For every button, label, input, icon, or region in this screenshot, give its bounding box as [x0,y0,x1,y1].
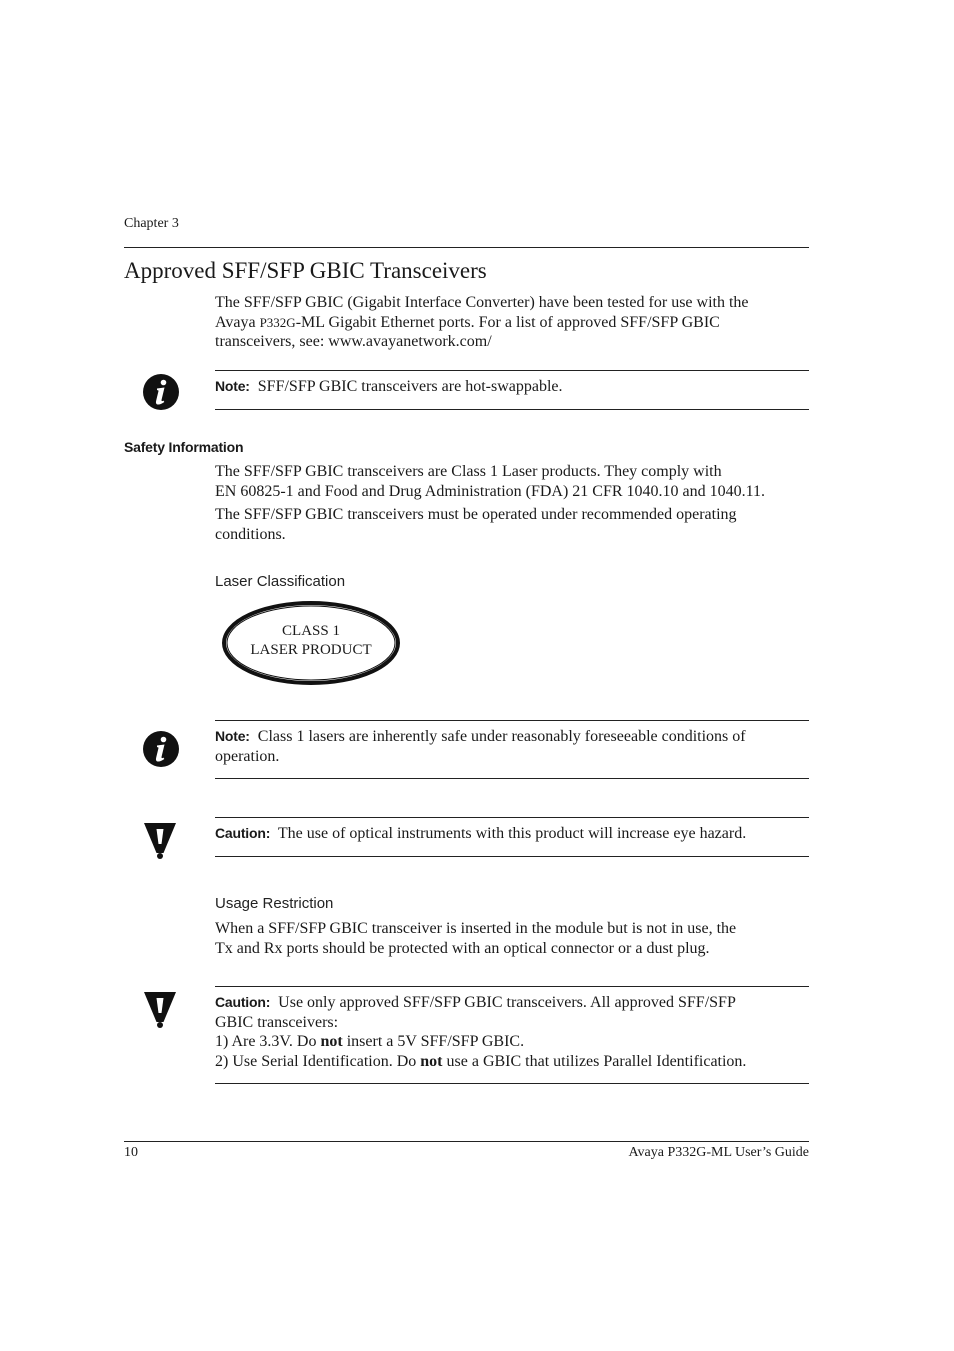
note-rule-bottom [215,409,809,410]
note-text: operation. [215,747,280,765]
emphasis: not [420,1052,443,1070]
caution-text: 1) Are 3.3V. Do [215,1033,321,1050]
intro-line: transceivers, see: www.avayanetwork.com/ [215,333,492,350]
usage-restriction-heading: Usage Restriction [215,895,334,912]
caution-optical-instruments [215,824,815,844]
note-hot-swappable [215,377,809,397]
intro-text: -ML Gigabit Ethernet ports. For a list of approved SFF/SFP GBIC [295,313,720,331]
caution-line [215,993,815,1013]
caution-item [215,1032,815,1052]
safety-heading: Safety Information [124,439,244,455]
laser-label-line: CLASS 1 [282,623,340,639]
laser-label-text [220,622,402,660]
caution-label: Caution: [215,994,271,1010]
section-title: Approved SFF/SFP GBIC Transceivers [124,258,487,283]
chapter-label: Chapter 3 [124,216,179,231]
safety-line: The SFF/SFP GBIC transceivers are Class 1 Laser products. They comply with [215,463,722,480]
header-rule [124,247,809,248]
note-label: Note: [215,728,250,744]
caution-text: insert a 5V SFF/SFP GBIC. [342,1033,525,1050]
note-rule-top [215,720,809,721]
usage-paragraph [215,919,815,958]
laser-label-line: LASER PRODUCT [250,642,372,658]
document-title: Avaya P332G-ML User’s Guide [628,1145,809,1160]
usage-line: When a SFF/SFP GBIC transceiver is inserted in the module but is not in use, the [215,920,737,937]
note-rule-top [215,370,809,371]
caution-text: GBIC transceivers: [215,1013,339,1031]
laser-classification-heading: Laser Classification [215,573,346,590]
caution-rule-top [215,986,809,987]
note-text: Class 1 lasers are inherently safe under reasonably foreseeable conditions of [257,728,746,745]
caution-rule-top [215,817,809,818]
emphasis: not [320,1033,343,1050]
note-label: Note: [215,378,250,394]
caution-approved-transceivers [215,993,815,1071]
intro-text: Avaya [215,313,260,331]
safety-paragraph-1 [215,462,815,501]
safety-paragraph-2 [215,505,815,544]
usage-line: Tx and Rx ports should be protected with an optical connector or a dust plug. [215,939,710,957]
model-name: P332G [259,314,296,330]
note-text: SFF/SFP GBIC transceivers are hot-swappable. [257,378,563,395]
caution-item [215,1052,815,1072]
caution-text: Use only approved SFF/SFP GBIC transceivers. All approved SFF/SFP [278,994,736,1011]
intro-line [215,313,815,333]
caution-label: Caution: [215,825,271,841]
caution-rule-bottom [215,856,809,857]
note-rule-bottom [215,778,809,779]
safety-line: The SFF/SFP GBIC transceivers must be operated under recommended operating [215,506,737,523]
footer-rule [124,1141,809,1142]
page-number: 10 [124,1145,138,1160]
caution-text: 2) Use Serial Identification. Do [215,1052,421,1070]
caution-text: The use of optical instruments with this product will increase eye hazard. [277,825,747,842]
safety-line: conditions. [215,525,286,543]
intro-paragraph [215,293,815,352]
caution-rule-bottom [215,1083,809,1084]
info-icon [142,373,180,411]
caution-exclamation-icon [141,990,179,1028]
caution-text: use a GBIC that utilizes Parallel Identification. [442,1052,747,1070]
info-icon [142,730,180,768]
safety-line: EN 60825-1 and Food and Drug Administration (FDA) 21 CFR 1040.10 and 1040.11. [215,482,766,500]
note-class1-safe [215,727,809,766]
note-line [215,727,809,747]
caution-exclamation-icon [141,821,179,859]
intro-line: The SFF/SFP GBIC (Gigabit Interface Converter) have been tested for use with the [215,294,749,311]
